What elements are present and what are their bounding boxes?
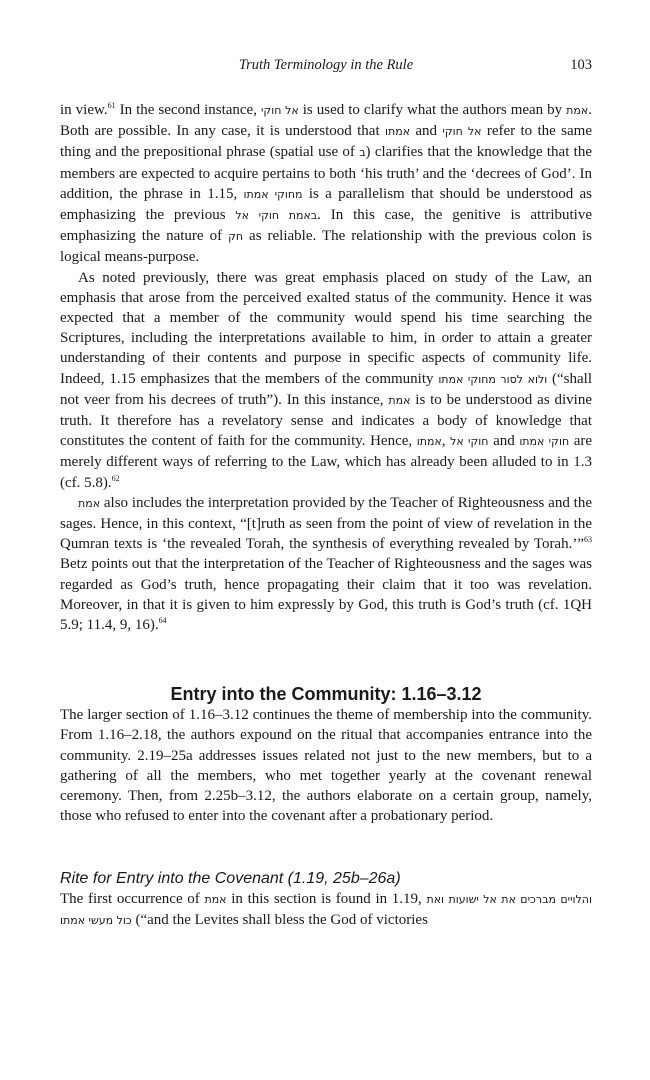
hebrew-phrase: ב — [359, 146, 366, 160]
text: and — [488, 433, 520, 450]
text: is to be understood as divine truth. It therefore has a revelatory sense and indicates a body of knowledge that constitutes the content of faith for the community. Hence, — [60, 391, 592, 450]
text: and — [410, 123, 443, 140]
footnote-ref-61[interactable]: 61 — [107, 101, 116, 110]
hebrew-phrase: ולוא לסור מחוקי אמתו — [438, 372, 548, 386]
hebrew-phrase: אמתו — [384, 125, 411, 139]
body-text — [60, 100, 592, 931]
hebrew-phrase: והלויים מברכים את אל ישועות ואת כול מעשי אמתו — [60, 892, 592, 927]
hebrew-phrase: אמת — [566, 104, 589, 117]
page — [60, 52, 592, 931]
footnote-ref-64[interactable]: 64 — [158, 616, 167, 626]
section-heading: Entry into the Community: 1.16–3.12 — [170, 684, 482, 705]
text: refer to the same thing and the prepositional phrase (spatial use of — [60, 123, 592, 161]
text: in this section is found in 1.19, — [226, 890, 427, 907]
text: as reliable. The relationship with the previous colon is logical means-purpose. — [60, 228, 592, 266]
text: . Both are possible. In any case, it is understood that — [60, 102, 592, 140]
text: (“shall not veer from his decrees of truth”). In this instance, — [60, 370, 592, 408]
hebrew-phrase: חק — [228, 230, 244, 244]
text: , — [441, 433, 451, 450]
footnote-ref-62[interactable]: 62 — [111, 473, 120, 483]
text: are merely different ways of referring to the Law, which has already been alluded to in 1.3 (cf. 5.8). — [60, 433, 593, 491]
text: In the second instance, — [115, 102, 261, 118]
subsection-paragraph — [60, 889, 592, 931]
text: (“and the Levites shall bless the God of victories — [131, 911, 428, 928]
hebrew-phrase: אמת — [204, 892, 227, 906]
text: is used to clarify what the authors mean by — [298, 102, 567, 118]
hebrew-phrase: חוקי אל — [450, 435, 489, 449]
paragraph-1 — [60, 100, 592, 268]
hebrew-phrase: אל חוקי — [260, 104, 299, 117]
page-number: 103 — [570, 57, 592, 73]
hebrew-phrase: אל חוקי — [442, 125, 482, 139]
hebrew-phrase: אמת — [78, 496, 101, 510]
paragraph-2 — [60, 268, 592, 493]
running-title: Truth Terminology in the Rule — [238, 57, 414, 73]
text: . In this case, the genitive is attributive emphasizing the nature of — [60, 207, 592, 245]
hebrew-phrase: חוקי אמתו — [519, 435, 570, 449]
hebrew-phrase: באמת חוקי אל — [235, 209, 318, 223]
text: also includes the interpretation provided by the Teacher of Righteousness and the sages. Hence, in this context, “[t]ruth as seen from the point of view of revelation in the Qumran texts is ‘the revealed Torah, the synthesis of everything revealed by Torah.’” — [60, 494, 592, 553]
paragraph-3 — [60, 493, 592, 635]
hebrew-phrase: מחוקי אמתו — [243, 187, 303, 201]
running-head — [60, 52, 592, 80]
hebrew-phrase: אמתו — [416, 435, 442, 449]
text: The first occurrence of — [60, 890, 205, 907]
text: is a parallelism that should be understood as emphasizing the previous — [60, 185, 592, 224]
hebrew-phrase: אמת — [388, 393, 411, 407]
text: Betz points out that the interpretation of the Teacher of Righteousness and the sages was regarded as God’s truth, hence propagating their claim that it too was revelation. Moreover, in that it is given to him expressly by God, this truth is God’s truth (cf. 1QH 5.9; 11.4, 9, 16). — [60, 556, 592, 634]
footnote-ref-63[interactable]: 63 — [584, 535, 592, 545]
section-paragraph: The larger section of 1.16–3.12 continues the theme of membership into the community. From 1.16–2.18, the authors expound on the ritual that accompanies entrance into the community. 2.19–25a addresses issues related not just to the new members, but to a gathering of all the members, who met together yearly at the covenant renewal ceremony. Then, from 2.25b–3.12, the authors elaborate on a certain group, namely, those who refused to enter into the covenant after a probationary period. — [60, 707, 592, 825]
text: As noted previously, there was great emphasis placed on study of the Law, an emphasis that arose from the perceived exalted status of the community. Hence it was expected that a member of the community would spend his time searching the Scriptures, including the interpretations available to him, in order to attain a greater understanding of their contents and purpose in specific aspects of community life. Indeed, 1.15 emphasizes that the members of the community — [60, 269, 592, 387]
text: ) clarifies that the knowledge that the members are expected to acquire pertains to both ‘his truth’ and the ‘decrees of God’. In addition, the phrase in 1.15, — [60, 144, 592, 202]
subsection-heading: Rite for Entry into the Covenant (1.19, 25b–26a) — [60, 869, 401, 887]
text: in view. — [60, 102, 108, 118]
